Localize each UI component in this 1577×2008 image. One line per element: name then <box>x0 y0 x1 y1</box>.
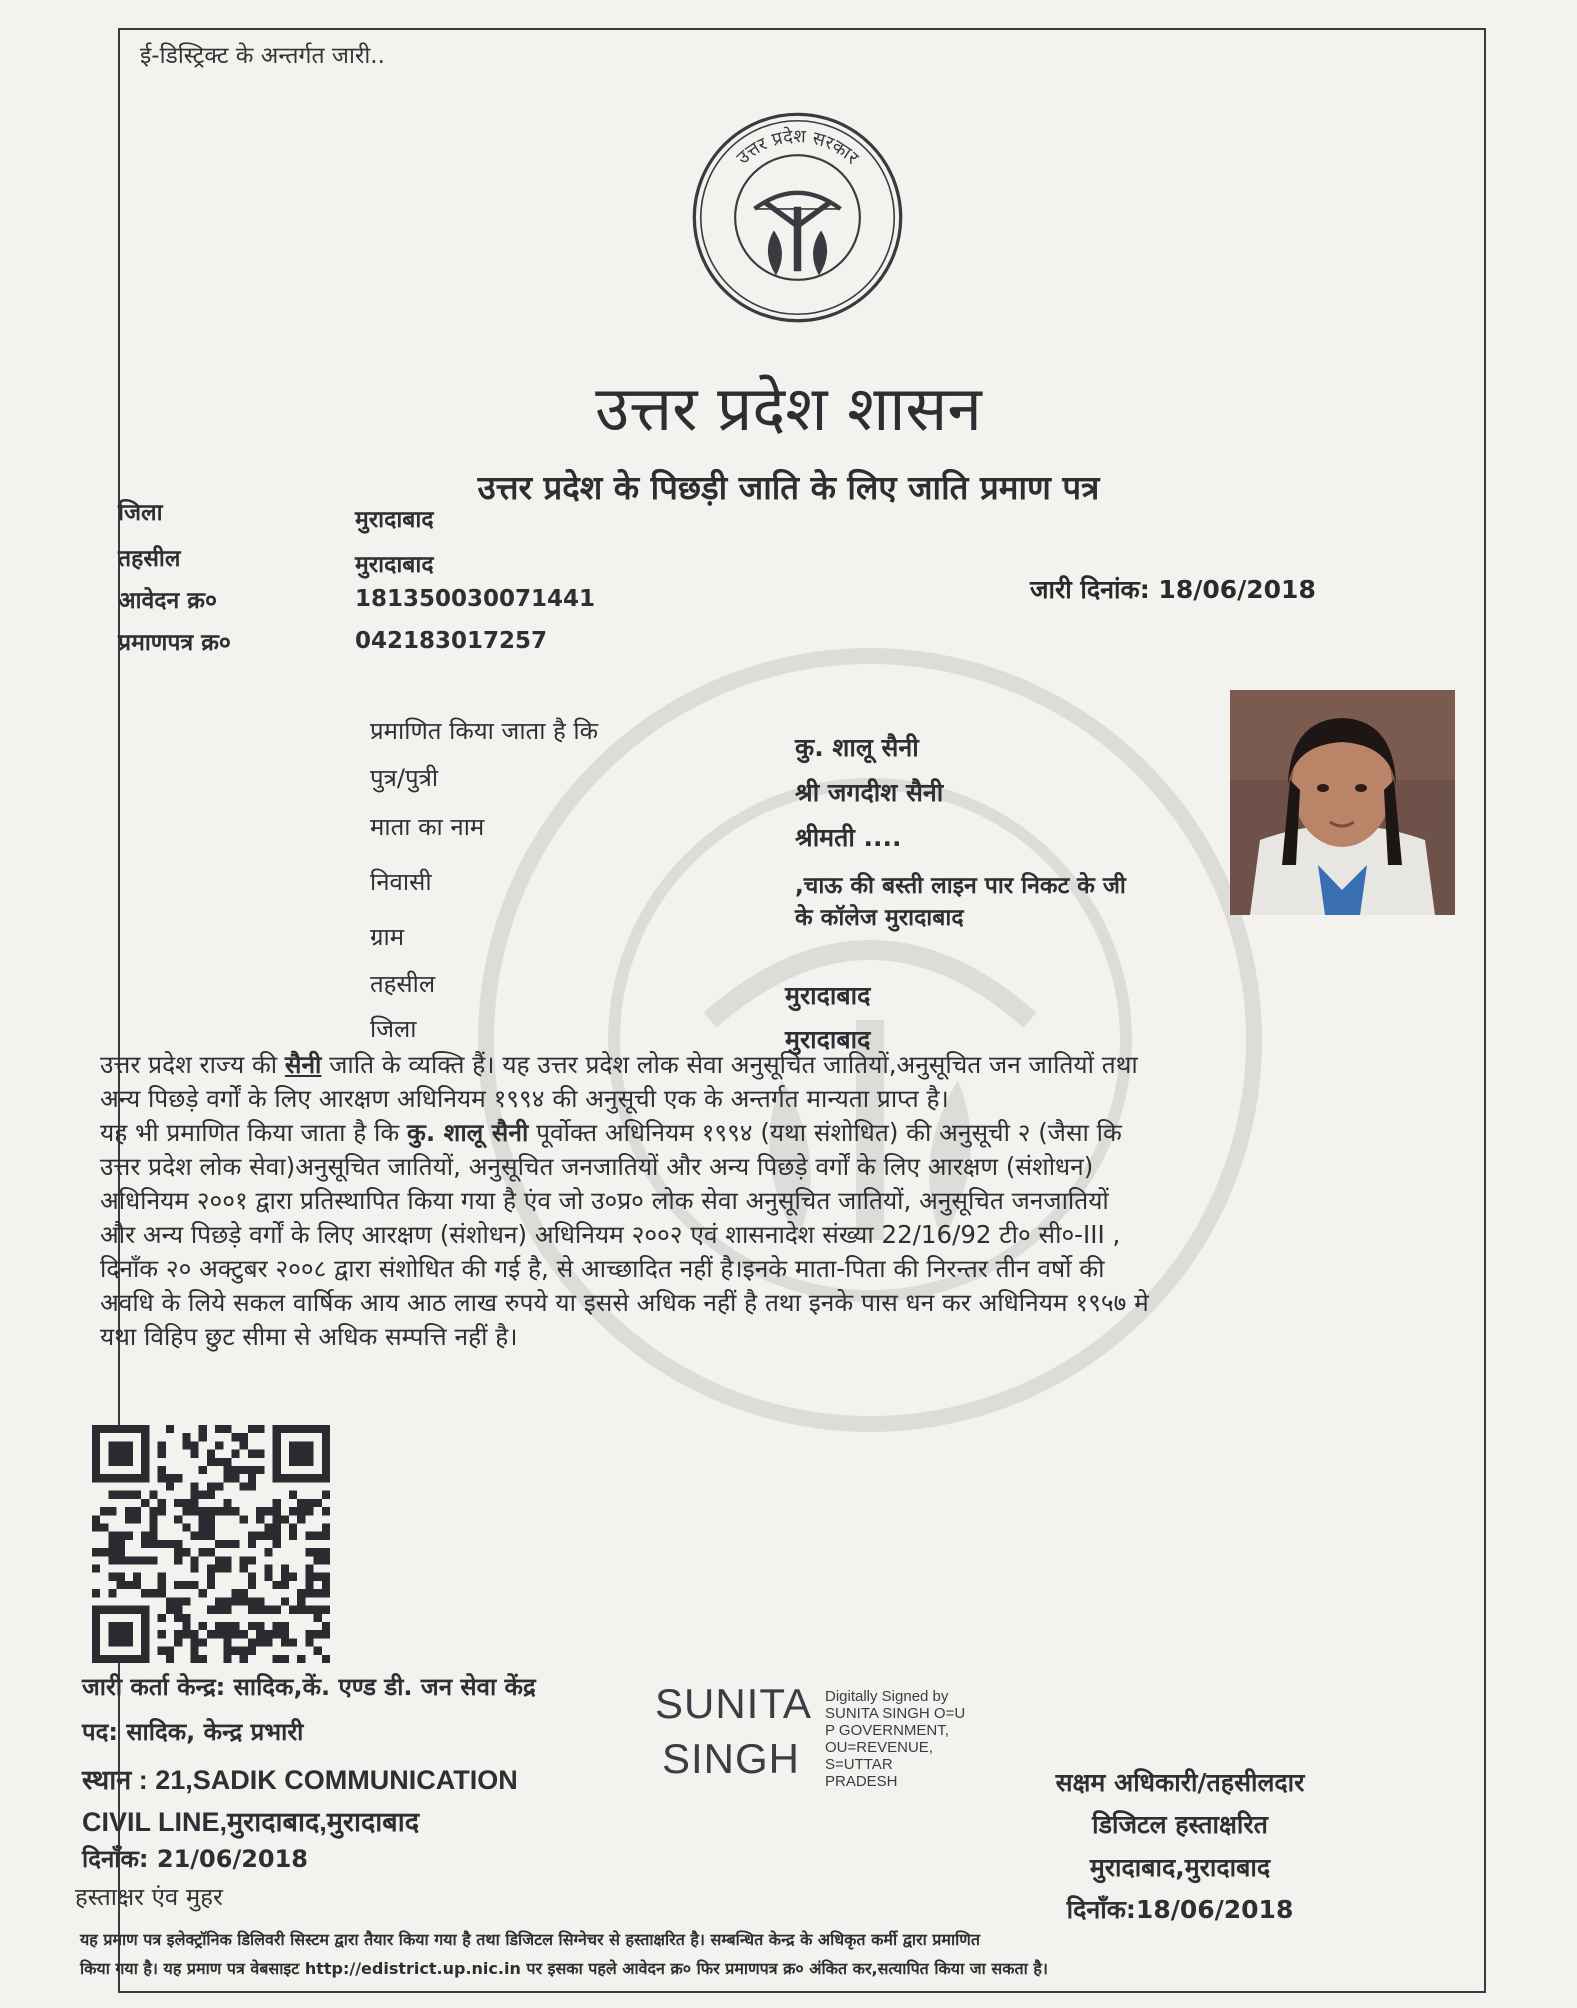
body-line <box>100 1116 1430 1150</box>
body-line: दिनाँक २० अक्टुबर २००८ द्वारा संशोधित की गई है, से आच्छादित नहीं है।इनके माता-पिता की निरन्तर तीन वर्षो की <box>100 1254 1105 1283</box>
tehsil-label: तहसील <box>118 546 181 572</box>
application-number-label: आवेदन क्र० <box>118 588 217 614</box>
body-line: अन्य पिछड़े वर्गों के लिए आरक्षण अधिनियम १९९४ की अनुसूची एक के अन्तर्गत मान्यता प्राप्त है। <box>100 1084 949 1113</box>
up-government-emblem <box>690 110 905 325</box>
body-text-span: यह भी प्रमाणित किया जाता है कि <box>100 1118 407 1147</box>
resident-address-line1: ,चाऊ की बस्ती लाइन पार निकट के जी <box>795 873 1126 899</box>
field-tehsil-label: तहसील <box>370 970 436 998</box>
signature-name-line1: SUNITA <box>655 1680 812 1727</box>
body-line: यथा विहिप छुट सीमा से अधिक सम्पत्ति नहीं है। <box>100 1322 518 1351</box>
issuer-date: दिनाँक: 21/06/2018 <box>82 1845 309 1873</box>
resident-label: निवासी <box>370 868 432 896</box>
body-text-span: पूर्वोक्त अधिनियम १९९४ (यथा संशोधित) की अनुसूची २ (जैसा कि <box>528 1118 1122 1147</box>
body-line: अवधि के लिये सकल वार्षिक आय आठ लाख रुपये या इससे अधिक नहीं है तथा इनके पास धन कर अधिनियम १९५७ मे <box>100 1288 1149 1317</box>
issuer-place-line2: CIVIL LINE,मुरादाबाद,मुरादाबाद <box>82 1807 420 1837</box>
district-label: जिला <box>118 500 163 526</box>
body-line: अधिनियम २००१ द्वारा प्रतिस्थापित किया गया है एंव जो उ०प्र० लोक सेवा अनुसूचित जातियों, अनुसूचित जनजातियों <box>100 1186 1109 1215</box>
qr-code <box>92 1425 330 1663</box>
issuer-place-line1: स्थान : 21,SADIK COMMUNICATION <box>82 1765 518 1795</box>
issue-date: जारी दिनांक: 18/06/2018 <box>1030 575 1316 604</box>
tehsil-value: मुरादाबाद <box>355 552 434 578</box>
body-text-span: उत्तर प्रदेश राज्य की <box>100 1050 285 1079</box>
body-line: उत्तर प्रदेश लोक सेवा)अनुसूचित जातियों, अनुसूचित जनजातियों और अन्य पिछड़े वर्गों के लिए आरक्षण (संशोधन) <box>100 1152 1094 1181</box>
officer-title: सक्षम अधिकारी/तहसीलदार <box>1055 1768 1305 1797</box>
mother-name: श्रीमती .... <box>795 823 902 852</box>
resident-address-line2: के कॉलेज मुरादाबाद <box>795 905 964 931</box>
officer-digital-signed: डिजिटल हस्ताक्षरित <box>1092 1810 1268 1839</box>
father-name: श्री जगदीश सैनी <box>795 778 944 807</box>
footer-note-line1: यह प्रमाण पत्र इलेक्ट्रॉनिक डिलिवरी सिस्टम द्वारा तैयार किया गया है तथा डिजिटल सिग्नेचर से हस्ताक्षरित है। सम्बन्धित केन्द्र के अधिकृत कर्मी द्वारा प्रमाणित <box>80 1930 980 1949</box>
certificate-number-label: प्रमाणपत्र क्र० <box>118 630 231 656</box>
applicant-photo <box>1230 690 1455 915</box>
footer-note-line2: किया गया है। यह प्रमाण पत्र वेबसाइट http://edistrict.up.nic.in पर इसका पहले आवेदन क्र० फिर प्रमाणपत्र क्र० अंकित कर,सत्यापित किया जा सकता है। <box>80 1959 1048 1978</box>
applicant-name: कु. शालू सैनी <box>795 733 919 762</box>
issuer-post: पद: सादिक, केन्द्र प्रभारी <box>82 1718 304 1746</box>
officer-date: दिनाँक:18/06/2018 <box>1066 1895 1294 1924</box>
field-district-label: जिला <box>370 1015 417 1043</box>
son-daughter-label: पुत्र/पुत्री <box>370 764 439 792</box>
village-label: ग्राम <box>370 923 405 951</box>
body-line: और अन्य पिछड़े वर्गों के लिए आरक्षण (संशोधन) अधिनियम २००२ एवं शासनादेश संख्या 22/16/92 टी० सी०-III , <box>100 1220 1121 1249</box>
certified-label: प्रमाणित किया जाता है कि <box>370 717 599 745</box>
body-text-span: जाति के व्यक्ति हैं। यह उत्तर प्रदेश लोक सेवा अनुसूचित जातियों,अनुसूचित जन जातियों तथा <box>321 1050 1138 1079</box>
issuing-centre: जारी कर्ता केन्द्र: सादिक,कें. एण्ड डी. जन सेवा केंद्र <box>82 1673 536 1701</box>
application-number: 181350030071441 <box>355 586 596 612</box>
certificate-number: 042183017257 <box>355 628 548 654</box>
officer-place: मुरादाबाद,मुरादाबाद <box>1089 1853 1271 1882</box>
district-value: मुरादाबाद <box>355 507 434 533</box>
field-tehsil-value: मुरादाबाद <box>785 981 871 1010</box>
applicant-name-inline: कु. शालू सैनी <box>407 1118 529 1147</box>
emblem-caption: उत्तर प्रदेश सरकार <box>732 126 863 169</box>
certificate-title: उत्तर प्रदेश के पिछड़ी जाति के लिए जाति प्रमाण पत्र <box>477 468 1100 507</box>
body-line <box>100 1048 1430 1082</box>
sign-and-seal-label: हस्ताक्षर एंव मुहर <box>75 1883 223 1911</box>
certificate-body <box>100 1048 1430 1354</box>
issued-under-text: ई-डिस्ट्रिक्ट के अन्तर्गत जारी.. <box>140 43 385 69</box>
caste-name: सैनी <box>284 1050 322 1079</box>
mother-name-label: माता का नाम <box>370 813 485 841</box>
signature-name-line2: SINGH <box>662 1735 801 1782</box>
field-district-value: मुरादाबाद <box>785 1025 871 1054</box>
digital-signature-info: Digitally Signed by SUNITA SINGH O=U P GOVERNMENT, OU=REVENUE, S=UTTAR PRADESH <box>825 1688 966 1790</box>
government-title: उत्तर प्रदेश शासन <box>595 372 982 445</box>
